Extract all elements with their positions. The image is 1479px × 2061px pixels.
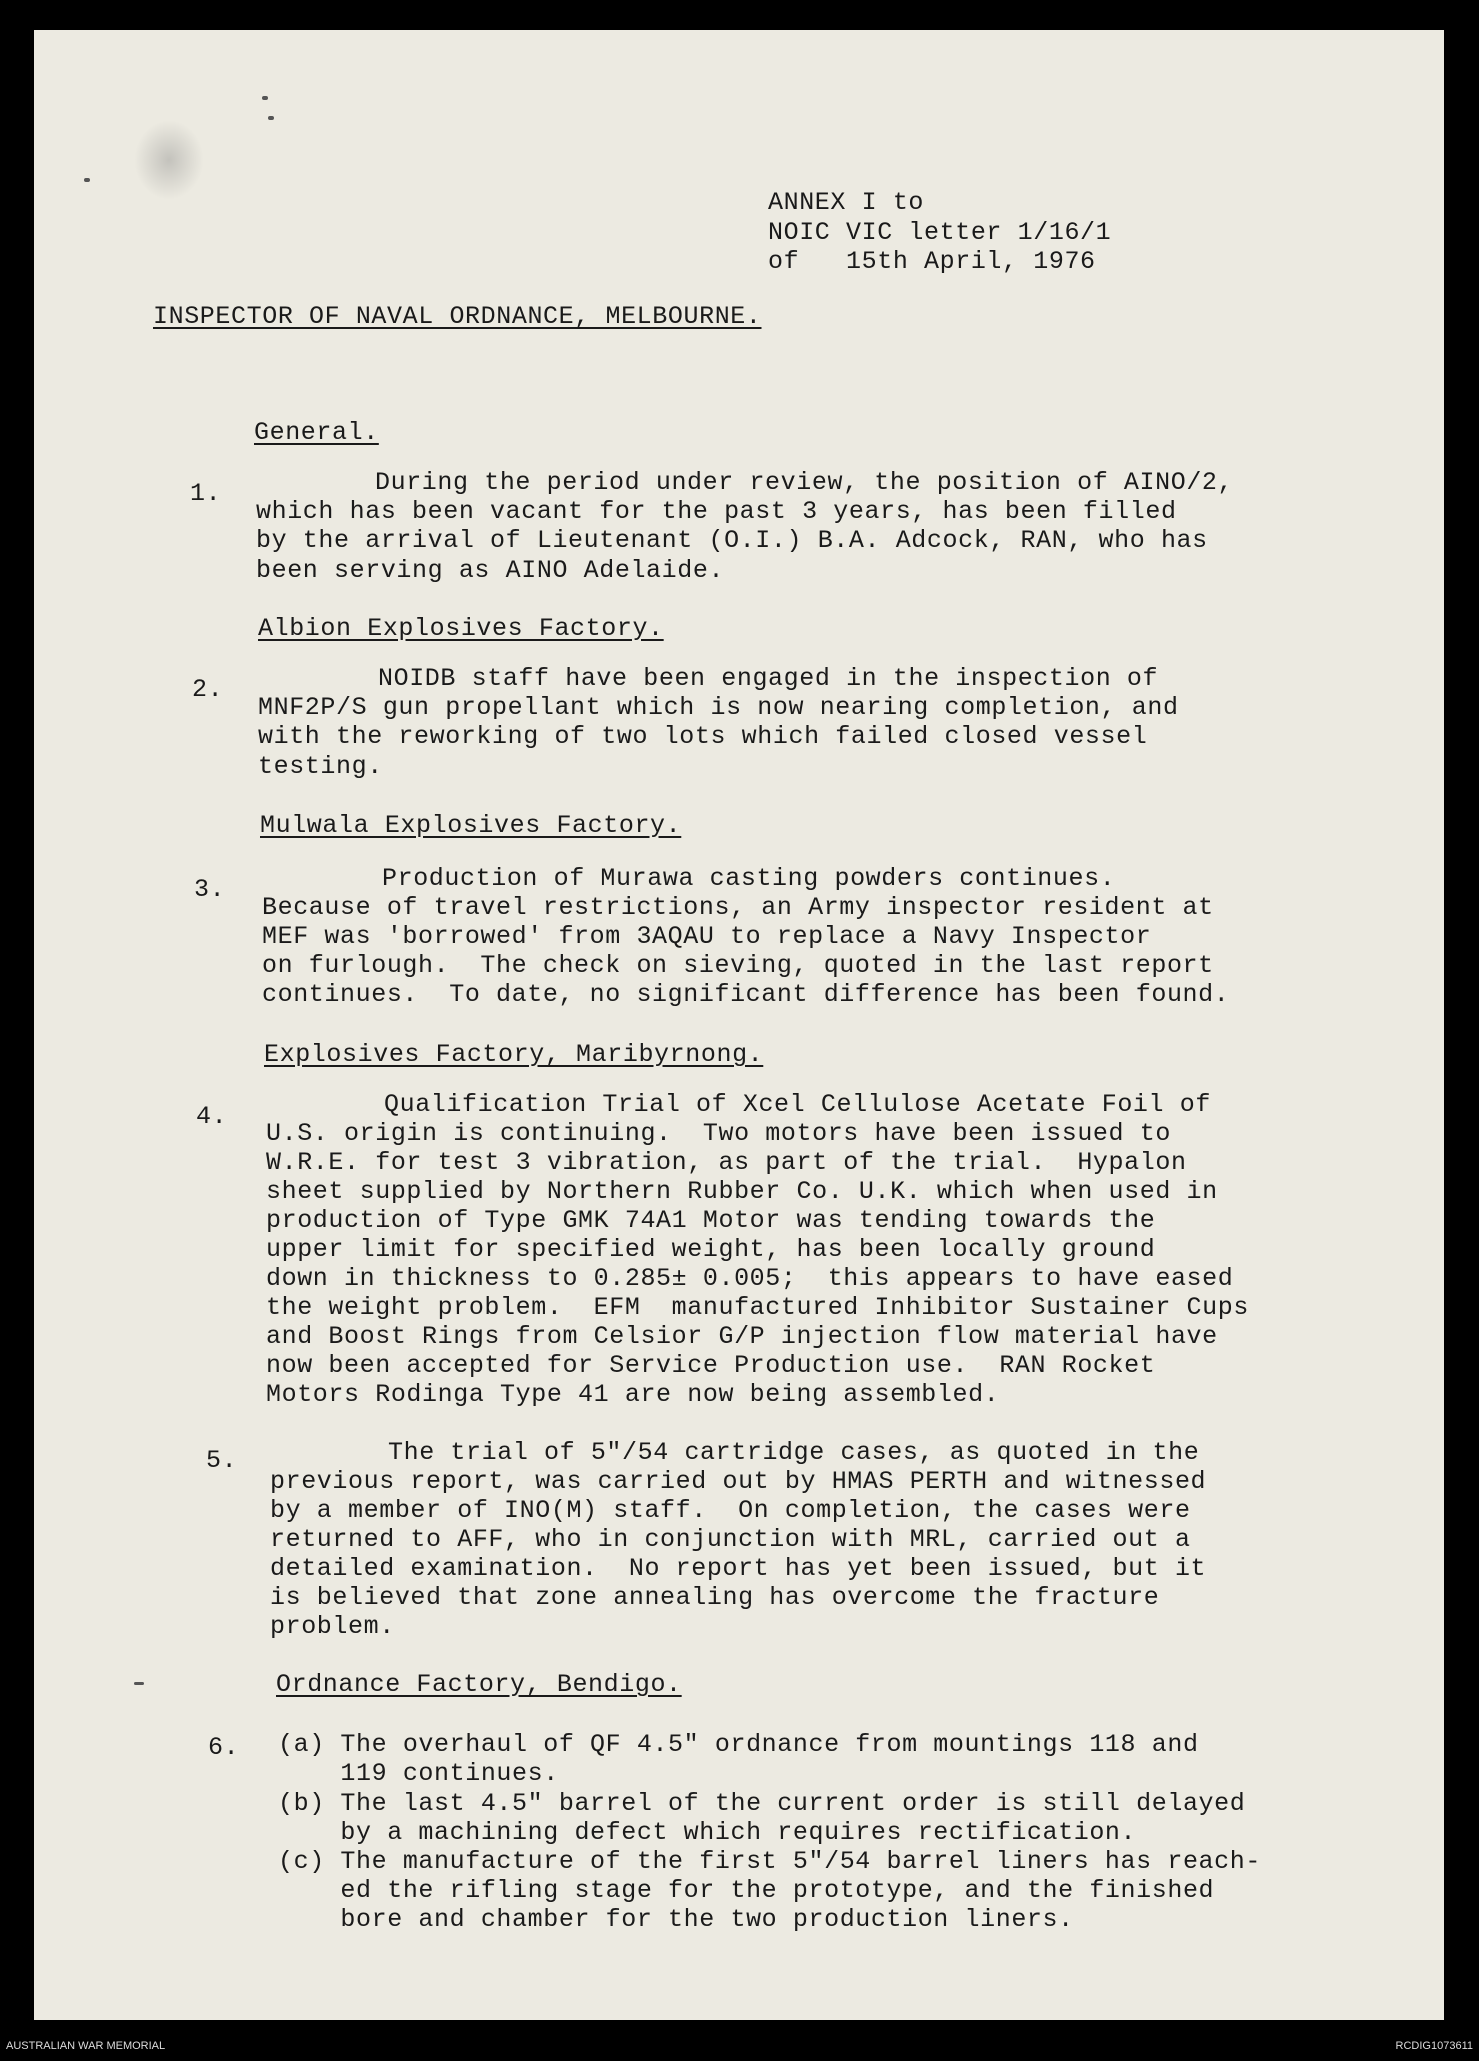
- para1-line: During the period under review, the position of AINO/2,: [375, 468, 1234, 497]
- para3-line: continues. To date, no significant difference has been found.: [262, 980, 1230, 1009]
- para6-line: bore and chamber for the two production liners.: [278, 1905, 1074, 1934]
- para1-line: been serving as AINO Adelaide.: [256, 556, 725, 585]
- annex-line-1: ANNEX I to: [768, 188, 925, 217]
- footer-record-id: RCDIG1073611: [1395, 2040, 1473, 2052]
- para4-line: now been accepted for Service Production use. RAN Rocket: [266, 1351, 1156, 1380]
- annex-line-3: of 15th April, 1976: [768, 247, 1096, 276]
- heading-albion: Albion Explosives Factory.: [258, 614, 664, 643]
- para6-line: (a) The overhaul of QF 4.5" ordnance from mountings 118 and: [278, 1730, 1199, 1759]
- para-number-2: 2.: [192, 675, 224, 704]
- para6-line: (c) The manufacture of the first 5"/54 barrel liners has reach-: [278, 1847, 1261, 1876]
- para4-line: Motors Rodinga Type 41 are now being assembled.: [266, 1380, 1000, 1409]
- para2-line: NOIDB staff have been engaged in the inspection of: [378, 664, 1159, 693]
- para6-line: by a machining defect which requires rectification.: [278, 1818, 1137, 1847]
- heading-general: General.: [254, 418, 379, 447]
- para3-line: Because of travel restrictions, an Army inspector resident at: [262, 893, 1214, 922]
- para1-line: which has been vacant for the past 3 years, has been filled: [256, 497, 1177, 526]
- para2-line: MNF2P/S gun propellant which is now nearing completion, and: [258, 693, 1179, 722]
- heading-bendigo: Ordnance Factory, Bendigo.: [276, 1670, 682, 1699]
- para5-line: is believed that zone annealing has overcome the fracture: [270, 1583, 1160, 1612]
- footer-archive-label: AUSTRALIAN WAR MEMORIAL: [6, 2040, 166, 2052]
- para6-line: ed the rifling stage for the prototype, and the finished: [278, 1876, 1215, 1905]
- para2-line: testing.: [258, 752, 383, 781]
- para3-line: Production of Murawa casting powders continues.: [382, 864, 1116, 893]
- para-number-3: 3.: [194, 875, 226, 904]
- para5-line: previous report, was carried out by HMAS PERTH and witnessed: [270, 1467, 1207, 1496]
- para5-line: returned to AFF, who in conjunction with MRL, carried out a: [270, 1525, 1191, 1554]
- para4-line: Qualification Trial of Xcel Cellulose Acetate Foil of: [384, 1090, 1211, 1119]
- heading-maribyrnong: Explosives Factory, Maribyrnong.: [264, 1040, 764, 1069]
- para5-line: The trial of 5"/54 cartridge cases, as quoted in the: [388, 1438, 1200, 1467]
- para6-line: (b) The last 4.5" barrel of the current order is still delayed: [278, 1789, 1246, 1818]
- para4-line: production of Type GMK 74A1 Motor was tending towards the: [266, 1206, 1156, 1235]
- para3-line: on furlough. The check on sieving, quoted in the last report: [262, 951, 1214, 980]
- para-number-1: 1.: [190, 479, 222, 508]
- para4-line: the weight problem. EFM manufactured Inhibitor Sustainer Cups: [266, 1293, 1249, 1322]
- para4-line: sheet supplied by Northern Rubber Co. U.K. which when used in: [266, 1177, 1218, 1206]
- para1-line: by the arrival of Lieutenant (O.I.) B.A. Adcock, RAN, who has: [256, 526, 1208, 555]
- para2-line: with the reworking of two lots which failed closed vessel: [258, 722, 1148, 751]
- para-number-6: 6.: [208, 1733, 240, 1762]
- document-title: INSPECTOR OF NAVAL ORDNANCE, MELBOURNE.: [153, 302, 762, 331]
- heading-mulwala: Mulwala Explosives Factory.: [260, 811, 682, 840]
- para-number-5: 5.: [206, 1446, 238, 1475]
- para4-line: W.R.E. for test 3 vibration, as part of the trial. Hypalon: [266, 1148, 1187, 1177]
- para-number-4: 4.: [196, 1102, 228, 1131]
- para4-line: U.S. origin is continuing. Two motors have been issued to: [266, 1119, 1171, 1148]
- para4-line: upper limit for specified weight, has been locally ground: [266, 1235, 1156, 1264]
- para6-line: 119 continues.: [278, 1759, 559, 1788]
- para5-line: by a member of INO(M) staff. On completion, the cases were: [270, 1496, 1191, 1525]
- para5-line: detailed examination. No report has yet been issued, but it: [270, 1554, 1207, 1583]
- para4-line: down in thickness to 0.285± 0.005; this appears to have eased: [266, 1264, 1234, 1293]
- annex-line-2: NOIC VIC letter 1/16/1: [768, 218, 1112, 247]
- para5-line: problem.: [270, 1612, 395, 1641]
- para3-line: MEF was 'borrowed' from 3AQAU to replace a Navy Inspector: [262, 922, 1152, 951]
- para4-line: and Boost Rings from Celsior G/P injection flow material have: [266, 1322, 1218, 1351]
